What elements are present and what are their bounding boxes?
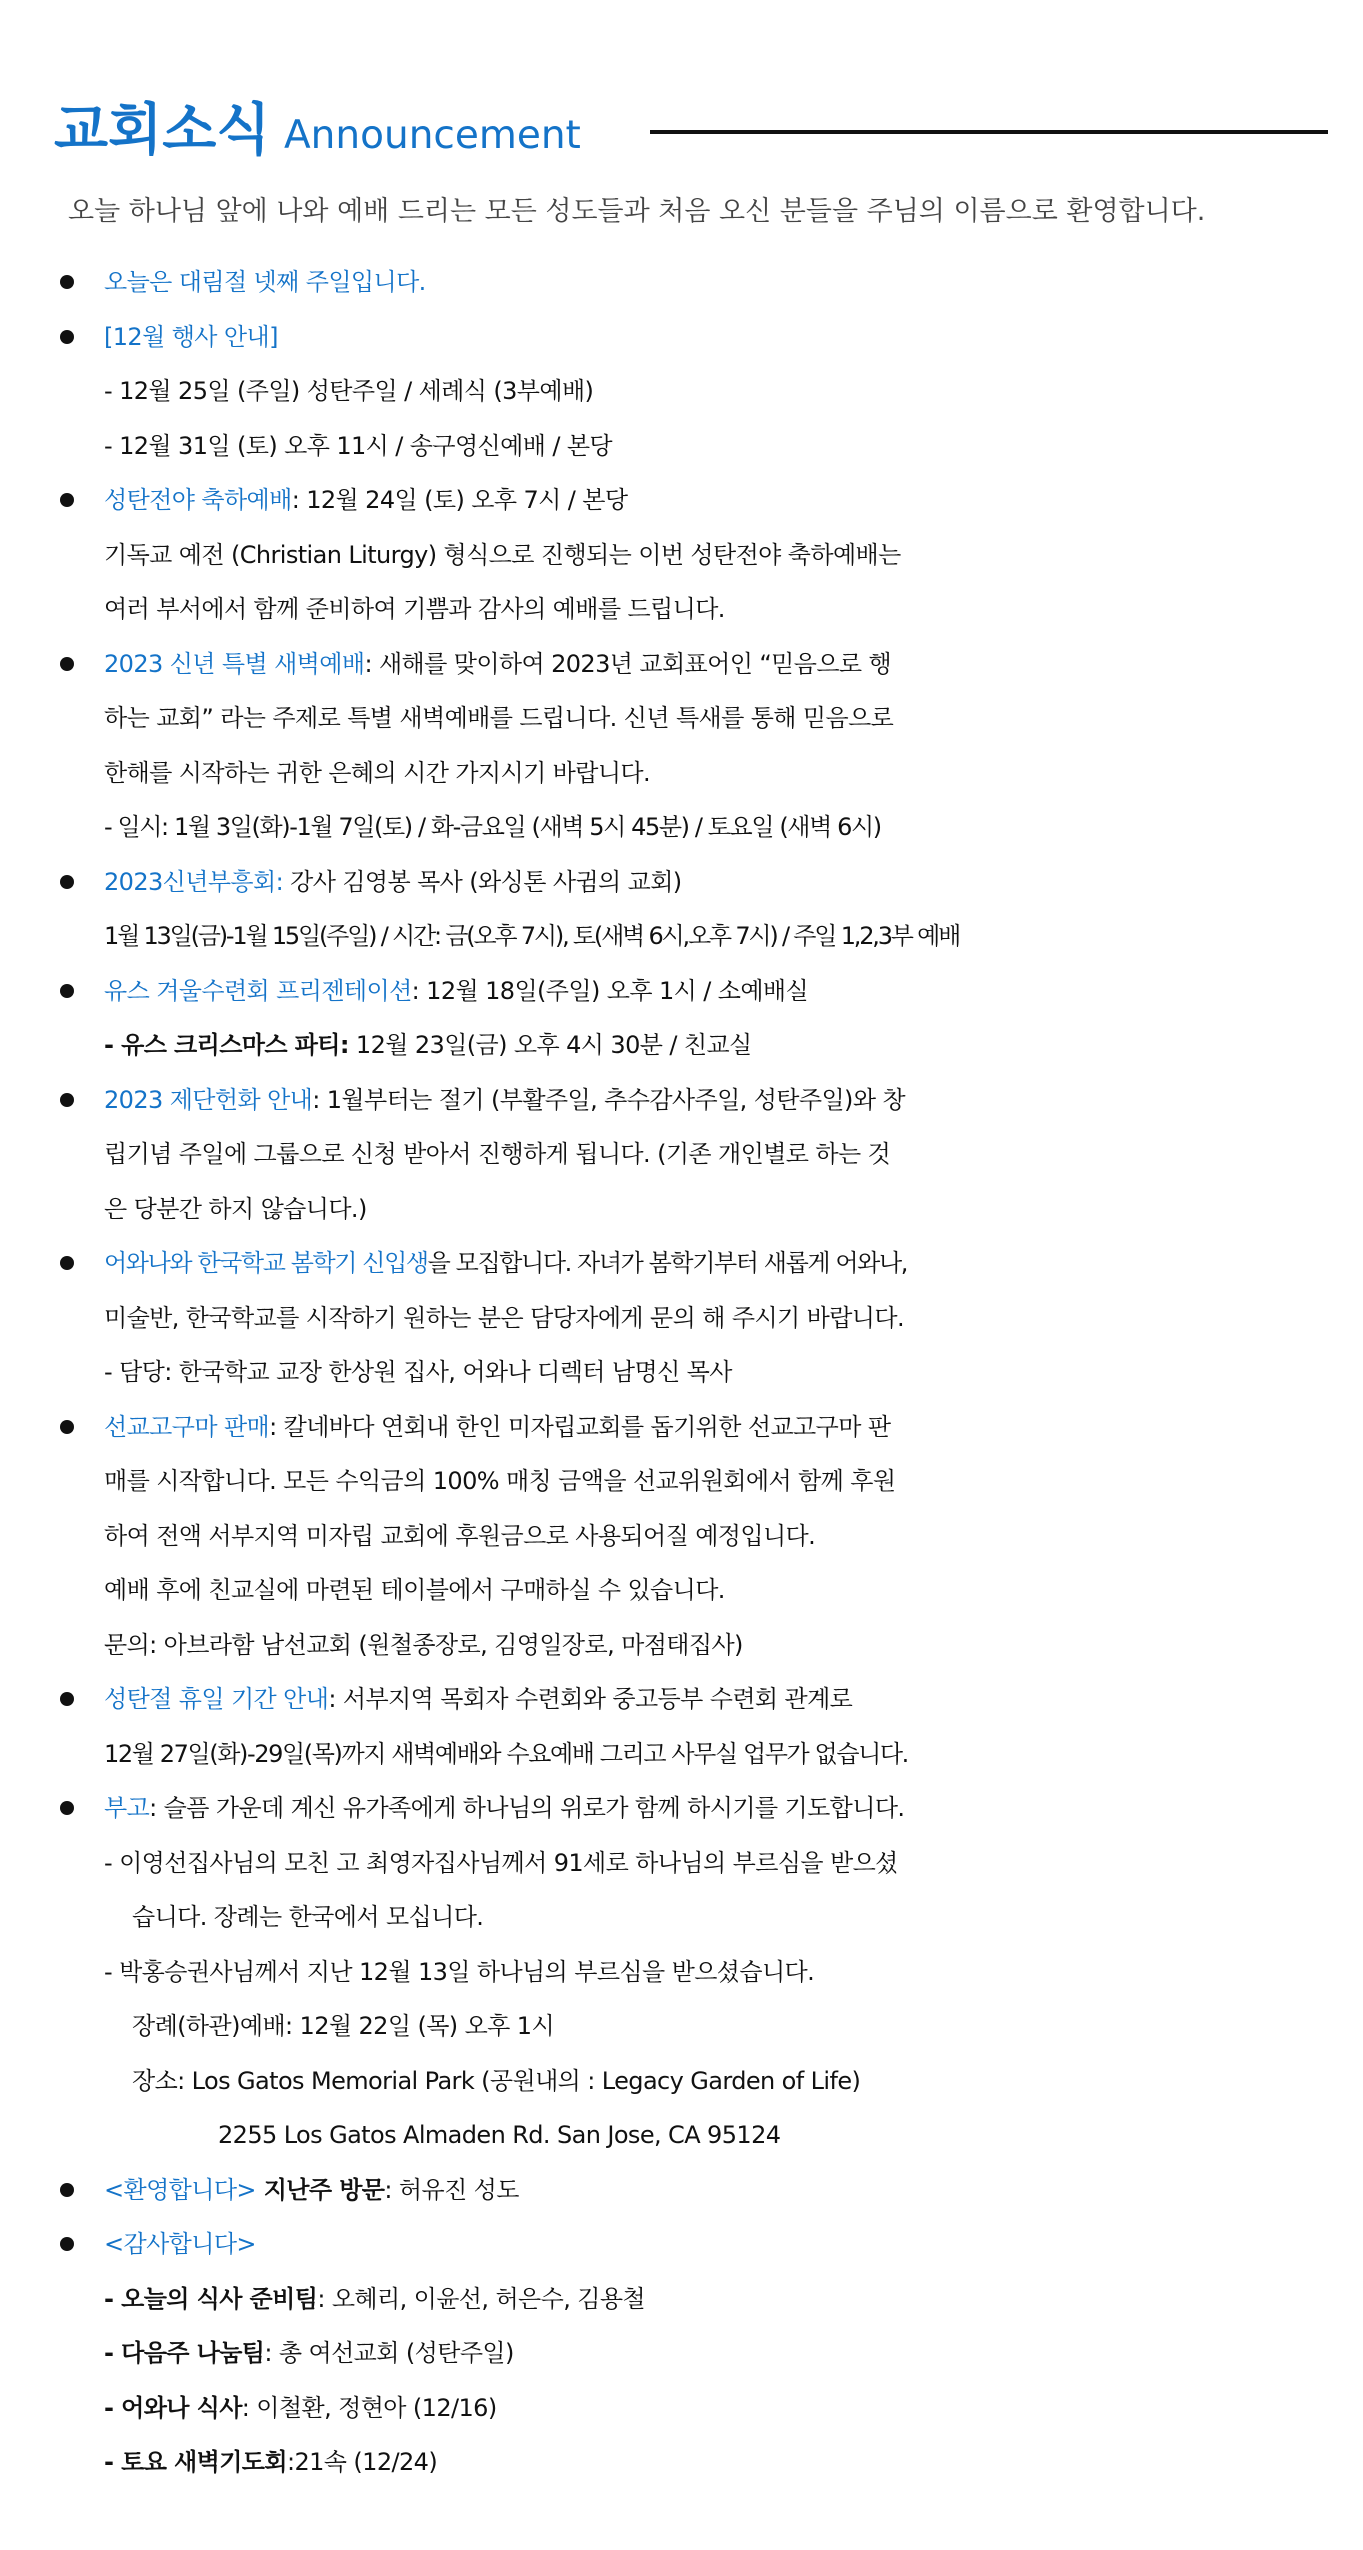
announcement-heading: [12월 행사 안내] (104, 322, 278, 351)
announcement-line (104, 1563, 1363, 1618)
announcement-text: 기독교 예전 (Christian Liturgy) 형식으로 진행되는 이번 성탄전야 축하예배는 (104, 540, 901, 569)
announcement-text: 12월 23일(금) 오후 4시 30분 / 친교실 (348, 1031, 752, 1059)
announcement-subheading: - 유스 크리스마스 파티: (104, 1031, 349, 1059)
announcement-revival (0, 855, 1363, 964)
announcement-welcome-visitors (0, 2163, 1363, 2218)
bullet-icon (60, 2183, 74, 2197)
announcement-line (104, 964, 1363, 1019)
announcement-line (104, 691, 1363, 746)
announcement-text: - 12월 25일 (주일) 성탄주일 / 세례식 (3부예배) (104, 377, 594, 405)
announcement-text: 미술반, 한국학교를 시작하기 원하는 분은 담당자에게 문의 해 주시기 바랍니다. (104, 1303, 905, 1332)
announcement-text: 장소: Los Gatos Memorial Park (공원내의 : Legacy Garden of Life) (132, 2066, 861, 2095)
announcement-list (0, 255, 1363, 2490)
announcement-advent (0, 255, 1363, 310)
announcement-text: 매를 시작합니다. 모든 수익금의 100% 매칭 금액을 선교위원회에서 함께 후원 (104, 1467, 896, 1495)
announcement-header (54, 96, 1324, 166)
announcement-line (104, 1618, 1363, 1673)
announcement-december-events (0, 310, 1363, 474)
announcement-line (104, 2272, 1363, 2327)
announcement-line (104, 2217, 1363, 2272)
bullet-icon (60, 1420, 74, 1434)
announcement-text: 한해를 시작하는 귀한 은혜의 시간 가지시기 바랍니다. (104, 758, 651, 787)
announcement-text: 하는 교회” 라는 주제로 특별 새벽예배를 드립니다. 신년 특새를 통해 믿음으로 (104, 704, 894, 732)
announcement-line (104, 364, 1363, 419)
announcement-line (104, 473, 1363, 528)
bullet-icon (60, 875, 74, 889)
announcement-youth-retreat (0, 964, 1363, 1073)
announcement-subheading: - 오늘의 식사 준비팀 (104, 2284, 318, 2313)
announcement-subheading: 지난주 방문 (255, 2175, 385, 2204)
welcome-intro: 오늘 하나님 앞에 나와 예배 드리는 모든 성도들과 처음 오신 분들을 주님의 이름으로 환영합니다. (68, 196, 1206, 227)
announcement-text: 강사 김영봉 목사 (와싱톤 사귐의 교회) (283, 867, 682, 896)
announcement-heading: 유스 겨울수련회 프리젠테이션 (104, 976, 412, 1005)
announcement-line (104, 1454, 1363, 1509)
announcement-text: 장례(하관)예배: 12월 22일 (목) 오후 1시 (132, 2012, 555, 2040)
announcement-line (104, 255, 1363, 310)
announcement-text: 문의: 아브라함 남선교회 (원철종장로, 김영일장로, 마점태집사) (104, 1630, 743, 1659)
announcement-heading: 부고 (104, 1794, 150, 1822)
announcement-line (104, 2054, 1363, 2109)
bullet-icon (60, 1801, 74, 1815)
announcement-text: : 오혜리, 이윤선, 허은수, 김용철 (317, 2284, 646, 2313)
announcement-line (104, 1999, 1363, 2054)
bullet-icon (60, 1692, 74, 1706)
announcement-heading: 2023신년부흥회: (104, 867, 284, 896)
announcement-line (104, 1672, 1363, 1727)
announcement-text: 예배 후에 친교실에 마련된 테이블에서 구매하실 수 있습니다. (104, 1576, 725, 1604)
announcement-sweet-potato-sale (0, 1400, 1363, 1673)
announcement-text: 은 당분간 하지 않습니다.) (104, 1194, 367, 1223)
announcement-text: 12월 27일(화)-29일(목)까지 새벽예배와 수요예배 그리고 사무실 업무가 없습니다. (104, 1739, 908, 1768)
announcement-line (104, 1291, 1363, 1346)
announcement-holiday-closure (0, 1672, 1363, 1781)
announcement-text: :21속 (12/24) (286, 2448, 438, 2476)
announcement-text: 립기념 주일에 그룹으로 신청 받아서 진행하게 됩니다. (기존 개인별로 하는 것 (104, 1140, 891, 1168)
announcement-line (104, 2381, 1363, 2436)
announcement-text: 하여 전액 서부지역 미자립 교회에 후원금으로 사용되어질 예정입니다. (104, 1521, 816, 1550)
announcement-heading: 2023 제단헌화 안내 (104, 1085, 313, 1114)
announcement-heading: <감사합니다> (104, 2230, 256, 2258)
announcement-heading: <환영합니다> (104, 2175, 256, 2204)
announcement-text: - 일시: 1월 3일(화)-1월 7일(토) / 화-금요일 (새벽 5시 45분) / 토요일 (새벽 6시) (104, 813, 881, 841)
announcement-line (104, 800, 1363, 855)
announcement-line (104, 2163, 1363, 2218)
announcement-heading: 성탄전야 축하예배 (104, 486, 292, 514)
announcement-subheading: - 토요 새벽기도회 (104, 2448, 287, 2476)
bullet-icon (60, 1256, 74, 1270)
announcement-text: : 1월부터는 절기 (부활주일, 추수감사주일, 성탄주일)와 창 (312, 1085, 906, 1114)
announcement-awana-korean-school (0, 1236, 1363, 1400)
bullet-icon (60, 2237, 74, 2251)
section-title-korean: 교회소식 (54, 98, 271, 163)
announcement-heading: 어와나와 한국학교 봄학기 신입생 (104, 1249, 428, 1277)
announcement-line (104, 1727, 1363, 1782)
announcement-text: : 칼네바다 연회내 한인 미자립교회를 돕기위한 선교고구마 판 (269, 1412, 891, 1441)
announcement-text: 2255 Los Gatos Almaden Rd. San Jose, CA 95124 (218, 2121, 781, 2149)
announcement-line (104, 2435, 1363, 2490)
announcement-thanks (0, 2217, 1363, 2490)
announcement-text: : 서부지역 목회자 수련회와 중고등부 수련회 관계로 (328, 1685, 853, 1713)
announcement-subheading: - 다음주 나눔팀 (104, 2339, 265, 2367)
announcement-line (104, 1127, 1363, 1182)
announcement-line (104, 1945, 1363, 2000)
announcement-text: : 이철환, 정현아 (12/16) (241, 2393, 497, 2422)
announcement-line (104, 1345, 1363, 1400)
announcement-line (104, 2326, 1363, 2381)
announcement-line (104, 855, 1363, 910)
announcement-line (104, 1836, 1363, 1891)
section-title-english: Announcement (284, 113, 581, 158)
announcement-heading: 성탄절 휴일 기간 안내 (104, 1685, 329, 1713)
announcement-text: : 슬픔 가운데 계신 유가족에게 하나님의 위로가 함께 하시기를 기도합니다. (149, 1794, 905, 1822)
announcement-text: - 박홍승권사님께서 지난 12월 13일 하나님의 부르심을 받으셨습니다. (104, 1957, 815, 1986)
announcement-christmas-eve (0, 473, 1363, 637)
announcement-line (104, 528, 1363, 583)
bullet-icon (60, 984, 74, 998)
announcement-line (104, 1182, 1363, 1237)
announcement-text: : 허유진 성도 (384, 2175, 519, 2204)
bullet-icon (60, 657, 74, 671)
announcement-text: 습니다. 장례는 한국에서 모십니다. (132, 1903, 484, 1931)
announcement-heading: 2023 신년 특별 새벽예배 (104, 649, 365, 678)
announcement-text: 여러 부서에서 함께 준비하여 기쁨과 감사의 예배를 드립니다. (104, 595, 725, 623)
announcement-text: - 이영선집사님의 모친 고 최영자집사님께서 91세로 하나님의 부르심을 받으셨 (104, 1848, 898, 1877)
announcement-text: 1월 13일(금)-1월 15일(주일) / 시간: 금(오후 7시), 토(새벽 6시,오후 7시) / 주일 1,2,3부 예배 (104, 922, 960, 950)
announcement-heading: 선교고구마 판매 (104, 1412, 270, 1441)
announcement-obituary (0, 1781, 1363, 2163)
announcement-line (104, 1400, 1363, 1455)
announcement-line (104, 746, 1363, 801)
announcement-text: 을 모집합니다. 자녀가 봄학기부터 새롭게 어와나, (427, 1249, 907, 1277)
bullet-icon (60, 330, 74, 344)
announcement-line (104, 1018, 1363, 1073)
announcement-text: : 12월 18일(주일) 오후 1시 / 소예배실 (411, 976, 809, 1005)
announcement-text: - 12월 31일 (토) 오후 11시 / 송구영신예배 / 본당 (104, 431, 613, 460)
announcement-altar-flowers (0, 1073, 1363, 1237)
announcement-text: : 총 여선교회 (성탄주일) (264, 2339, 514, 2367)
announcement-text: : 새해를 맞이하여 2023년 교회표어인 “믿음으로 행 (364, 649, 892, 678)
announcement-line (104, 2108, 1363, 2163)
announcement-line (104, 1236, 1363, 1291)
announcement-text: - 담당: 한국학교 교장 한상원 집사, 어와나 디렉터 남명신 목사 (104, 1358, 732, 1386)
announcement-line (104, 637, 1363, 692)
announcement-heading: 오늘은 대림절 넷째 주일입니다. (104, 268, 426, 296)
announcement-line (104, 419, 1363, 474)
bullet-icon (60, 275, 74, 289)
announcement-line (104, 1073, 1363, 1128)
announcement-subheading: - 어와나 식사 (104, 2393, 242, 2422)
announcement-text: : 12월 24일 (토) 오후 7시 / 본당 (291, 486, 628, 514)
announcement-line (104, 310, 1363, 365)
bullet-icon (60, 1093, 74, 1107)
announcement-line (104, 1509, 1363, 1564)
announcement-line (104, 582, 1363, 637)
announcement-line (104, 909, 1363, 964)
bullet-icon (60, 493, 74, 507)
announcement-new-year-dawn-service (0, 637, 1363, 855)
announcement-line (104, 1781, 1363, 1836)
title-divider (650, 130, 1328, 134)
announcement-line (104, 1890, 1363, 1945)
